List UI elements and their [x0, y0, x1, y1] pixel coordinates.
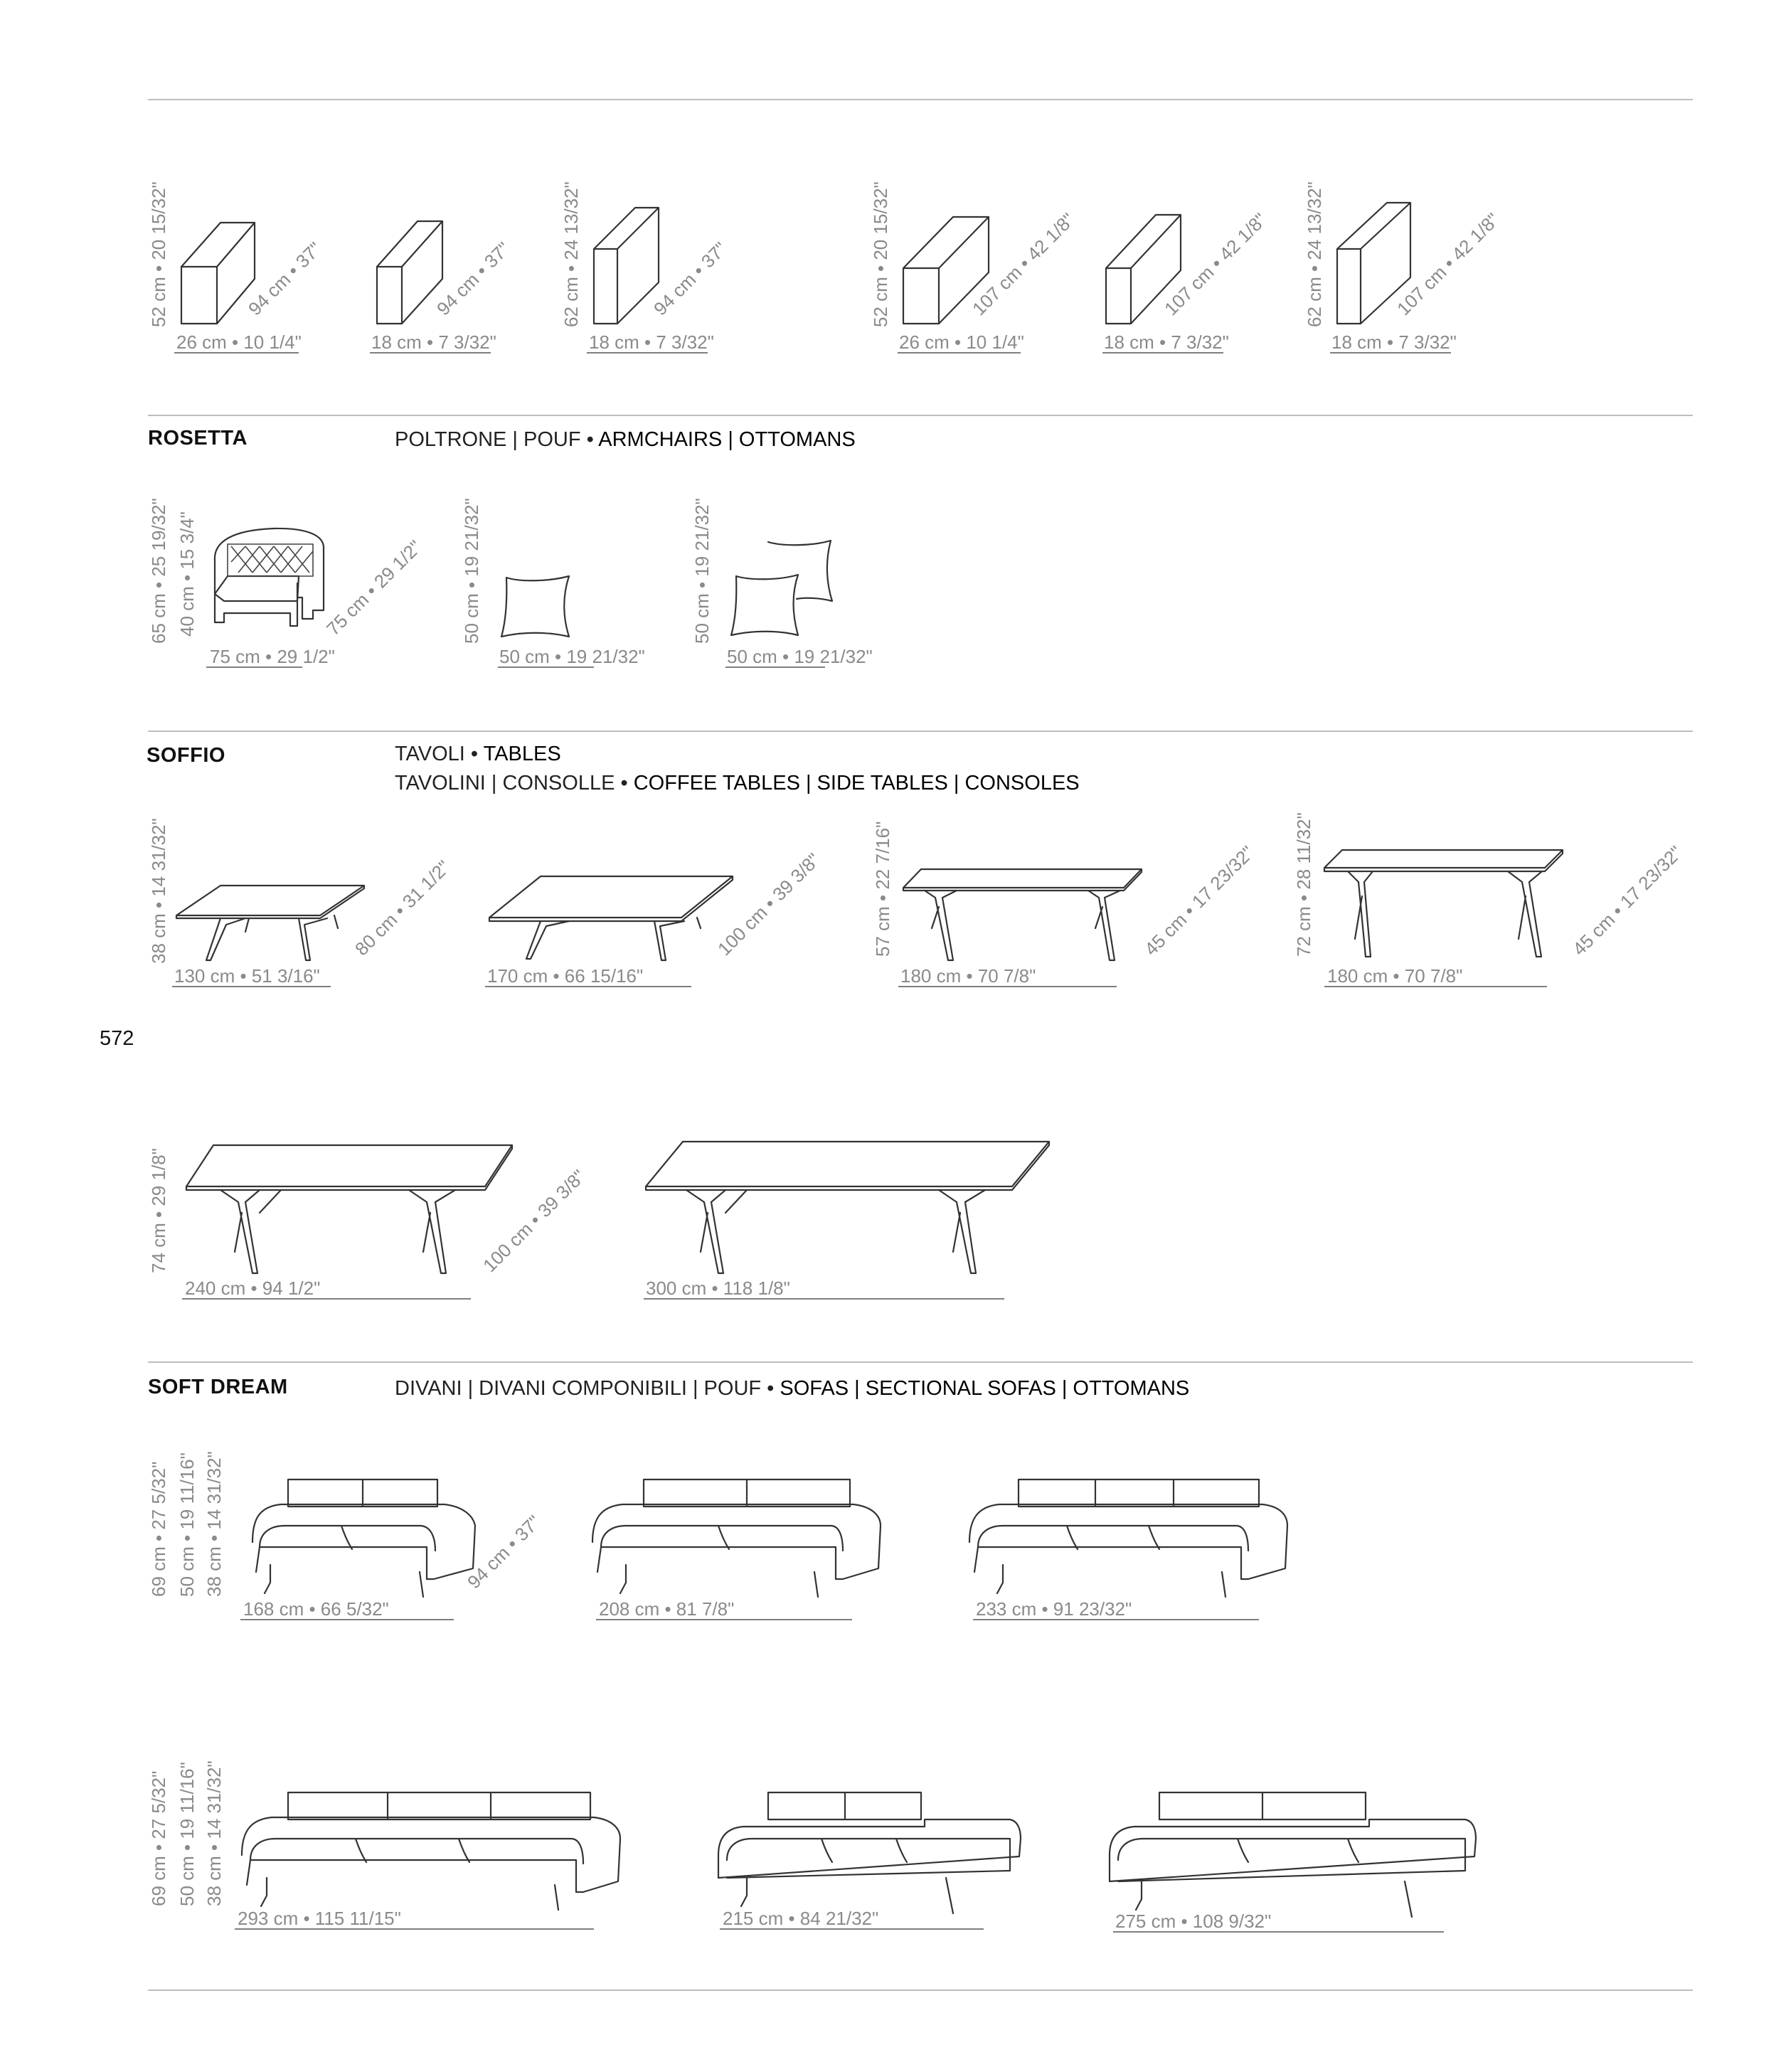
table-1-height: 38 cm • 14 31/32" [148, 818, 169, 964]
pouf-1-height: 50 cm • 19 21/32" [461, 498, 482, 644]
sofa-total-height: 69 cm • 27 5/32" [148, 1461, 169, 1597]
table-1-depth: 80 cm • 31 1/2" [351, 856, 454, 960]
table-1-width: 130 cm • 51 3/16" [174, 965, 320, 987]
panel-2-width: 18 cm • 7 3/32" [371, 331, 496, 353]
categories-en: TABLES [483, 743, 561, 765]
sofa-293 [148, 1760, 620, 1929]
sofa-208-width: 208 cm • 81 7/8" [599, 1598, 735, 1620]
armchair-seat-height: 40 cm • 15 3/4" [176, 511, 198, 637]
table-2-width: 170 cm • 66 15/16" [487, 965, 644, 987]
categories-en: ARMCHAIRS | OTTOMANS [598, 428, 856, 451]
categories-it: TAVOLI • [395, 743, 484, 765]
panel-1-depth: 94 cm • 37" [244, 238, 326, 320]
armchair-width: 75 cm • 29 1/2" [210, 646, 335, 667]
table-3-width: 180 cm • 70 7/8" [900, 965, 1036, 987]
sofa-back-height-2: 50 cm • 19 11/16" [176, 1762, 198, 1906]
rosetta-pouf-2 [691, 498, 873, 667]
brand-rosetta: ROSETTA [148, 427, 248, 450]
panel-3-width: 18 cm • 7 3/32" [589, 331, 714, 353]
sofa-215-width: 215 cm • 84 21/32" [723, 1908, 879, 1929]
sofa-back-height: 50 cm • 19 11/16" [176, 1452, 198, 1597]
soffio-table-2 [485, 849, 824, 987]
panel-5 [1102, 208, 1271, 353]
sofa-275-width: 275 cm • 108 9/32" [1115, 1911, 1272, 1932]
sofa-168-width: 168 cm • 66 5/32" [243, 1598, 389, 1620]
soffio-table-5 [148, 1145, 590, 1299]
panel-6-height: 62 cm • 24 13/32" [1304, 181, 1325, 327]
categories-it: DIVANI | DIVANI COMPONIBILI | POUF • [395, 1377, 780, 1400]
page-number: 572 [100, 1027, 134, 1050]
sofa-seat-height-2: 38 cm • 14 31/32" [203, 1760, 225, 1906]
panel-1-height: 52 cm • 20 15/32" [148, 181, 169, 327]
table-4-height: 72 cm • 28 11/32" [1293, 812, 1314, 957]
sofa-depth: 94 cm • 37" [463, 1511, 545, 1593]
brand-soft-dream: SOFT DREAM [148, 1376, 288, 1398]
panel-6-width: 18 cm • 7 3/32" [1331, 331, 1457, 353]
panel-5-depth: 107 cm • 42 1/8" [1160, 208, 1271, 320]
categories-en: COFFEE TABLES | SIDE TABLES | CONSOLES [633, 772, 1080, 795]
panel-3-depth: 94 cm • 37" [649, 238, 731, 320]
sofa-168 [148, 1451, 545, 1620]
rosetta-pouf-1 [461, 498, 645, 667]
sofa-293-width: 293 cm • 115 11/15" [238, 1908, 401, 1929]
table-4-depth: 45 cm • 17 23/32" [1568, 841, 1687, 960]
armchair-height: 65 cm • 25 19/32" [148, 498, 169, 644]
rosetta-armchair [148, 498, 426, 667]
sofa-208 [592, 1479, 881, 1620]
table-4-width: 180 cm • 70 7/8" [1327, 965, 1463, 987]
panel-4-height: 52 cm • 20 15/32" [870, 181, 891, 327]
table-5-height: 74 cm • 29 1/8" [148, 1148, 169, 1273]
sofa-233-width: 233 cm • 91 23/32" [976, 1598, 1132, 1620]
panel-1 [148, 181, 326, 353]
soffio-table-4 [1293, 812, 1686, 987]
sofa-215-sectional [718, 1792, 1021, 1929]
categories-it: TAVOLINI | CONSOLLE • [395, 772, 634, 795]
sofa-275-sectional [1110, 1792, 1476, 1932]
panel-3 [560, 181, 731, 353]
panel-2-depth: 94 cm • 37" [432, 238, 514, 320]
panel-6 [1304, 181, 1504, 353]
soffio-table-1 [148, 818, 454, 987]
panel-5-width: 18 cm • 7 3/32" [1104, 331, 1229, 353]
panel-6-depth: 107 cm • 42 1/8" [1393, 208, 1504, 320]
categories-it: POLTRONE | POUF • [395, 428, 599, 451]
armchair-depth: 75 cm • 29 1/2" [322, 536, 426, 640]
sofa-total-height-2: 69 cm • 27 5/32" [148, 1770, 169, 1906]
panel-2 [370, 221, 514, 353]
soffio-table-6 [644, 1142, 1049, 1299]
table-2-depth: 100 cm • 39 3/8" [713, 849, 824, 960]
categories-en: SOFAS | SECTIONAL SOFAS | OTTOMANS [780, 1377, 1190, 1400]
table-3-height: 57 cm • 22 7/16" [872, 821, 893, 957]
brand-soffio: SOFFIO [147, 744, 225, 767]
soffio-table-3 [872, 822, 1258, 987]
sofa-233 [969, 1479, 1287, 1620]
panel-1-width: 26 cm • 10 1/4" [176, 331, 302, 353]
table-3-depth: 45 cm • 17 23/32" [1140, 841, 1259, 960]
panel-4-width: 26 cm • 10 1/4" [899, 331, 1024, 353]
panel-3-height: 62 cm • 24 13/32" [560, 181, 582, 327]
sofa-seat-height: 38 cm • 14 31/32" [203, 1451, 225, 1597]
pouf-1-width: 50 cm • 19 21/32" [499, 646, 645, 667]
table-5-width: 240 cm • 94 1/2" [185, 1277, 321, 1299]
table-6-width: 300 cm • 118 1/8" [646, 1277, 790, 1299]
panel-4-depth: 107 cm • 42 1/8" [968, 208, 1079, 320]
panel-4 [870, 181, 1079, 353]
pouf-2-width: 50 cm • 19 21/32" [727, 646, 873, 667]
table-5-depth: 100 cm • 39 3/8" [479, 1165, 590, 1277]
pouf-2-height: 50 cm • 19 21/32" [691, 498, 713, 644]
